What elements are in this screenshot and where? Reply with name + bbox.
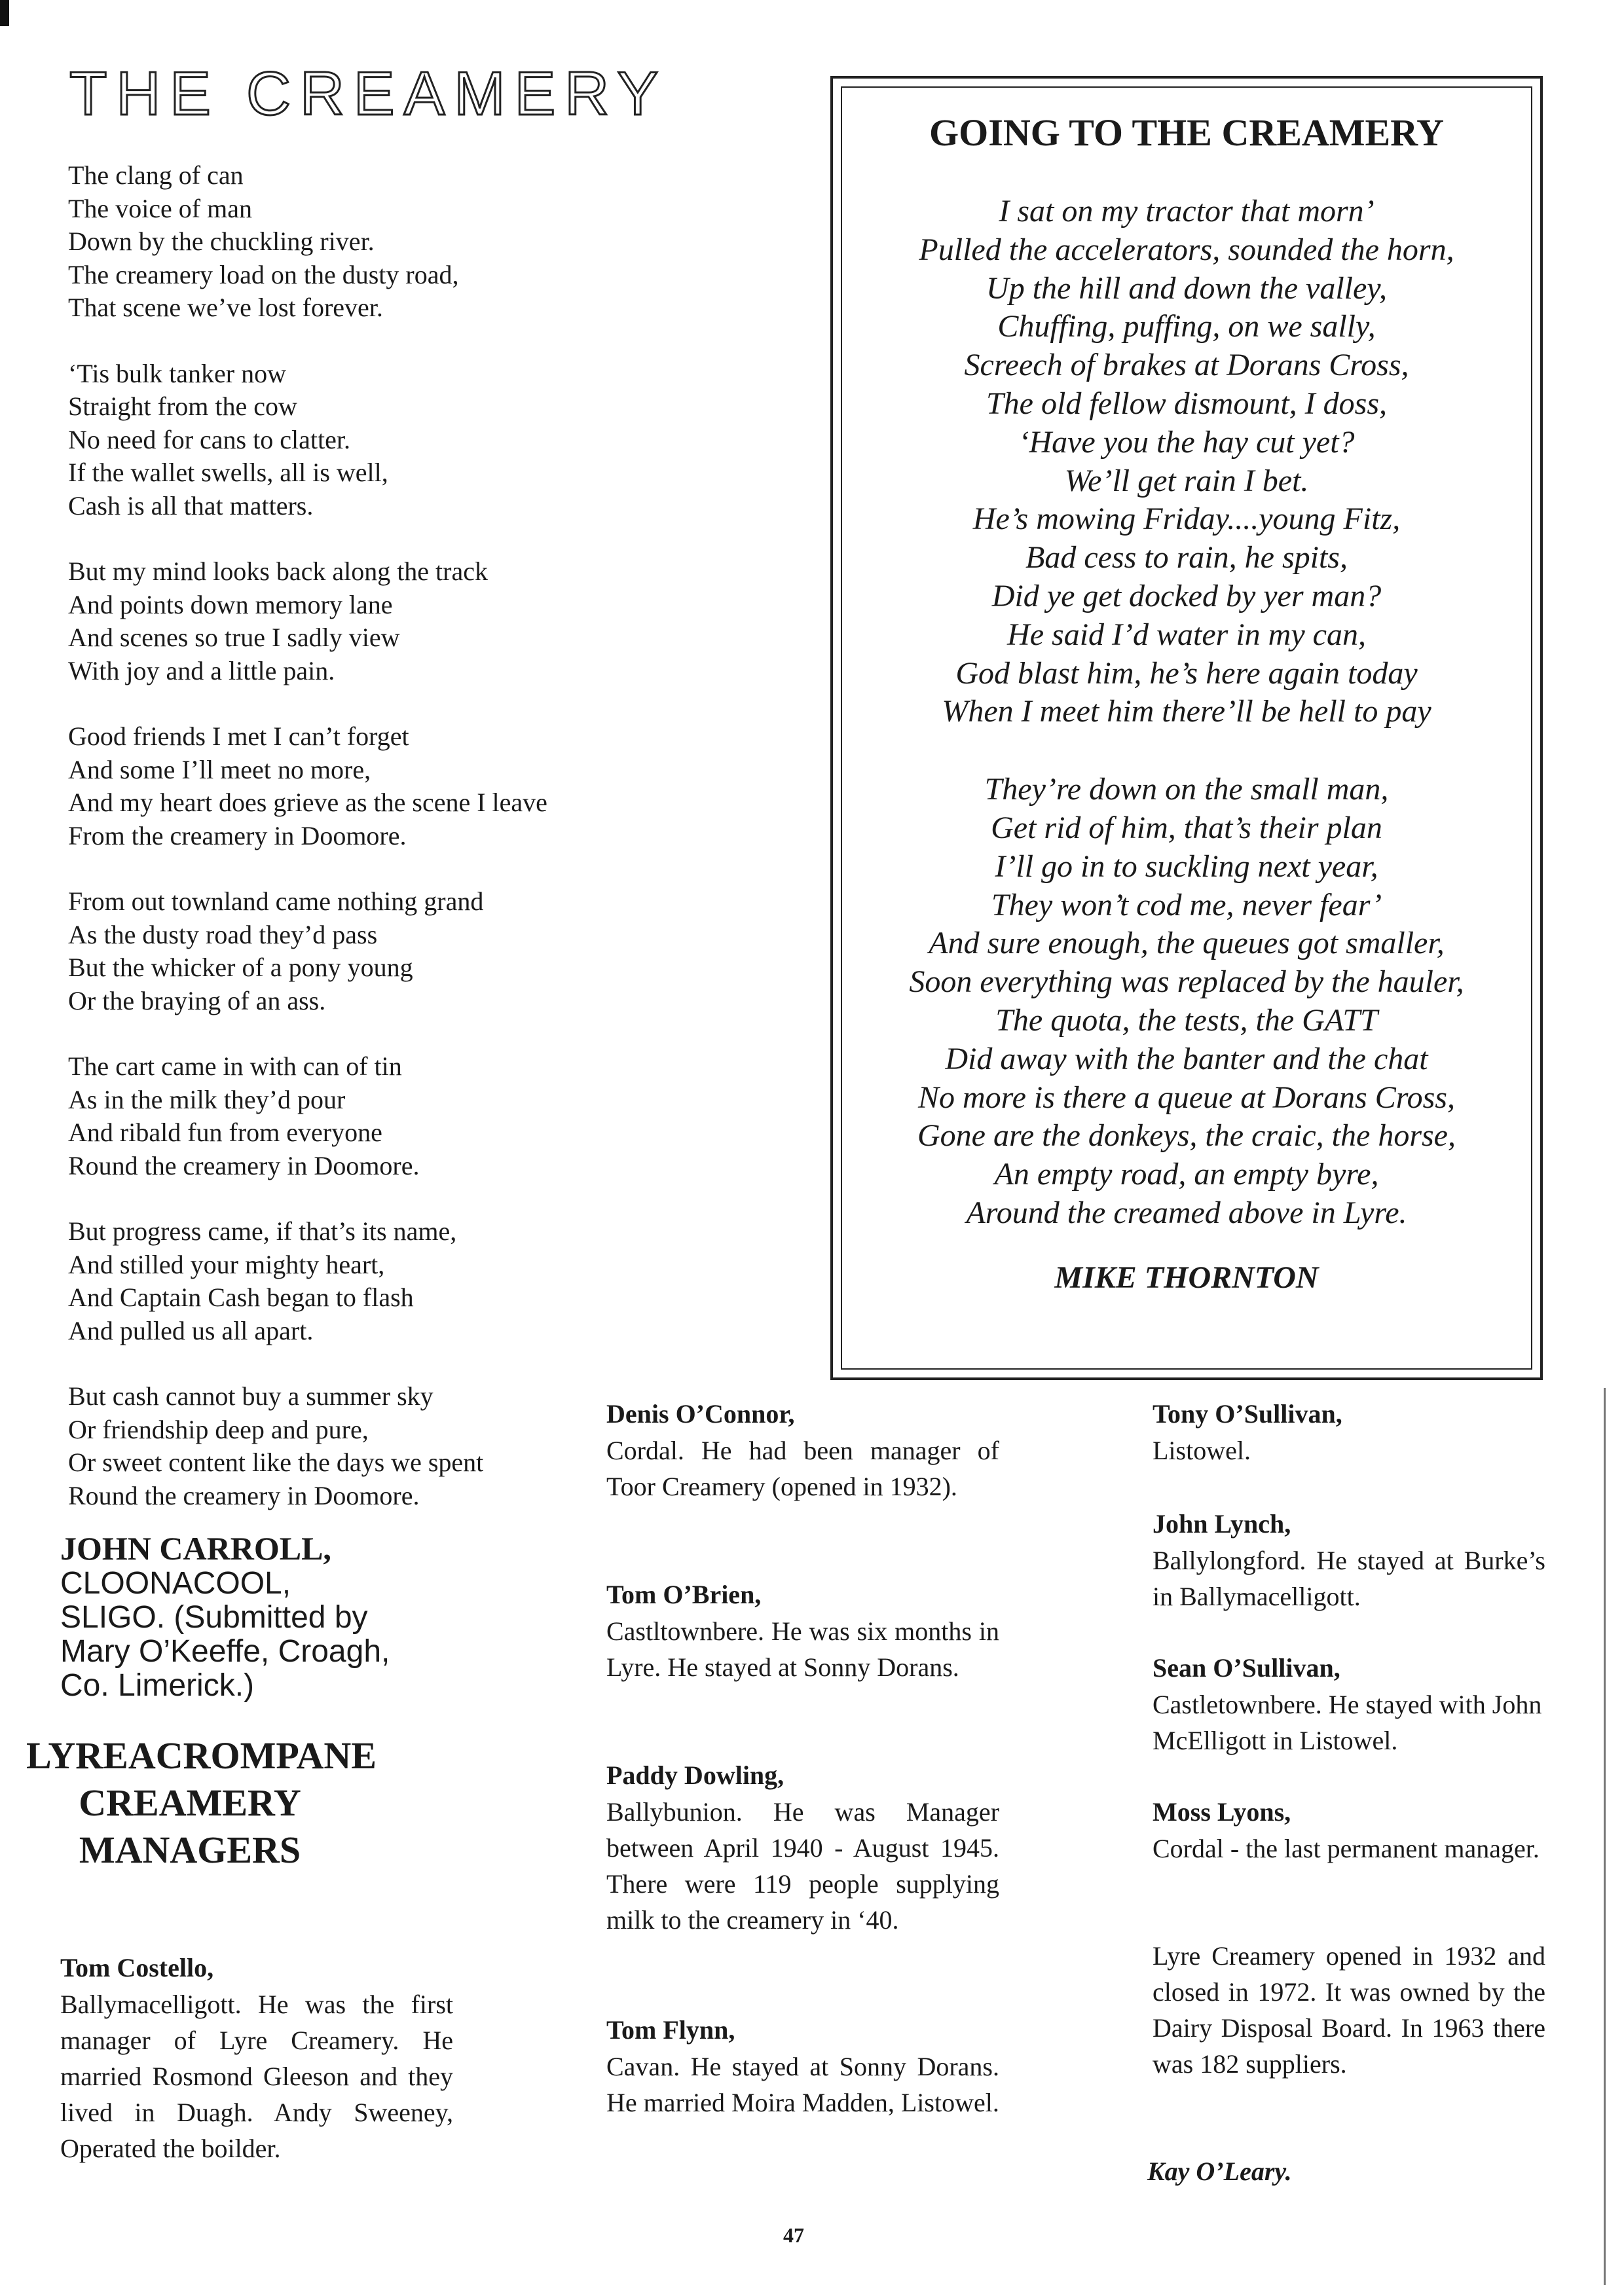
poem-line: Or friendship deep and pure, (68, 1414, 369, 1444)
poem-line: Round the creamery in Doomore. (68, 1150, 420, 1180)
boxed-poem-line: He’s mowing Friday....young Fitz, (972, 501, 1401, 537)
poem-line: As in the milk they’d pour (68, 1084, 346, 1114)
manager-details: Cordal - the last permanent manager. (1153, 1834, 1540, 1863)
poem-author-line: Co. Limerick.) (60, 1668, 255, 1703)
boxed-poem-line: Around the creamed above in Lyre. (966, 1195, 1407, 1230)
boxed-poem-line: And sure enough, the queues got smaller, (929, 926, 1445, 961)
poem-stanza (68, 555, 657, 687)
poem-line: Round the creamery in Doomore. (68, 1480, 420, 1510)
poem-stanza (68, 1215, 657, 1347)
stanza-gap (842, 731, 1531, 771)
closing-note-text: Lyre Creamery opened in 1932 and closed in 1972. It was owned by the Dairy Disposal Board. In 1963 there was 182 suppliers. (1153, 1941, 1545, 2079)
manager-details: Listowel. (1153, 1436, 1251, 1465)
poem-line: But cash cannot buy a summer sky (68, 1381, 434, 1411)
poem-author-line: SLIGO. (Submitted by (60, 1600, 368, 1635)
poem-line: And pulled us all apart. (68, 1315, 314, 1345)
poem-line: The voice of man (68, 193, 252, 223)
poem-body (68, 159, 657, 1545)
poem-line: And points down memory lane (68, 589, 393, 619)
poem-stanza (68, 357, 657, 523)
poem-author-name: JOHN CARROLL, (60, 1530, 331, 1567)
manager-name: Paddy Dowling, (606, 1760, 784, 1790)
poem-line: And my heart does grieve as the scene I leave (68, 788, 547, 817)
manager-name: Tom O’Brien, (606, 1580, 762, 1609)
boxed-poem-line: Chuffing, puffing, on we sally, (997, 309, 1376, 344)
credit-line: Kay O’Leary. (1147, 2157, 1292, 2186)
manager-entry (606, 1396, 999, 1504)
manager-entry (606, 2012, 999, 2121)
poem-stanza (68, 720, 657, 852)
boxed-poem-line: Soon everything was replaced by the hauler, (909, 964, 1464, 1000)
managers-heading (26, 1732, 377, 1874)
boxed-poem-line: Bad cess to rain, he spits, (1025, 540, 1348, 575)
poem-stanza (68, 1380, 657, 1512)
boxed-poem-line: The quota, the tests, the GATT (995, 1002, 1378, 1038)
poem-author-block (60, 1530, 427, 1703)
poem-line: But progress came, if that’s its name, (68, 1216, 457, 1246)
manager-details: Cavan. He stayed at Sonny Dorans. He married Moira Madden, Listowel. (606, 2052, 999, 2117)
boxed-poem-line: The old fellow dismount, I doss, (986, 386, 1388, 421)
poem-line: As the dusty road they’d pass (68, 919, 378, 949)
poem-line: The cart came in with can of tin (68, 1051, 402, 1081)
poem-line: ‘Tis bulk tanker now (68, 358, 286, 388)
poem-line: Good friends I met I can’t forget (68, 721, 409, 751)
poem-line: And Captain Cash began to flash (68, 1283, 414, 1312)
manager-details: Cordal. He had been manager of Toor Creamery (opened in 1932). (606, 1436, 999, 1501)
poem-line: But my mind looks back along the track (68, 556, 488, 586)
boxed-poem-line: They won’t cod me, never fear’ (991, 887, 1382, 922)
managers-heading-line: MANAGERS (79, 1829, 301, 1871)
manager-name: Tom Costello, (60, 1953, 214, 1982)
boxed-poem-line: I sat on my tractor that morn’ (999, 194, 1375, 228)
manager-entry (60, 1950, 453, 2166)
boxed-poem-line: God blast him, he’s here again today (955, 655, 1418, 691)
poem-author-line: CLOONACOOL, (60, 1566, 291, 1601)
poem-line: But the whicker of a pony young (68, 953, 413, 982)
manager-details: Castltownbere. He was six months in Lyre. He stayed at Sonny Dorans. (606, 1616, 999, 1682)
boxed-poem-line: I’ll go in to suckling next year, (995, 848, 1378, 884)
manager-entry (1153, 1794, 1545, 1867)
poem-line: And stilled your mighty heart, (68, 1249, 385, 1279)
manager-name: Sean O’Sullivan, (1153, 1653, 1340, 1683)
boxed-poem-author: MIKE THORNTON (1054, 1260, 1319, 1295)
poem-line: Down by the chuckling river. (68, 227, 375, 256)
poem-line: Or the braying of an ass. (68, 985, 326, 1015)
poem-line: No need for cans to clatter. (68, 424, 350, 454)
boxed-poem-line: Up the hill and down the valley, (986, 270, 1387, 306)
poem-line: And some I’ll meet no more, (68, 754, 371, 784)
poem-line: The clang of can (68, 160, 244, 190)
closing-note (1153, 1938, 1545, 2082)
boxed-poem-inner-frame (841, 86, 1532, 1370)
poem-title: THE CREAMERY (69, 59, 668, 128)
managers-heading-line: CREAMERY (79, 1781, 301, 1824)
boxed-poem-line: Pulled the accelerators, sounded the horn, (919, 232, 1454, 267)
boxed-poem-line: No more is there a queue at Dorans Cross, (918, 1080, 1455, 1115)
boxed-poem-line: We’ll get rain I bet. (1064, 463, 1309, 498)
manager-name: Denis O’Connor, (606, 1399, 795, 1429)
poem-line: Or sweet content like the days we spent (68, 1448, 484, 1477)
poem-author-line: Mary O’Keeffe, Croagh, (60, 1634, 390, 1669)
boxed-poem-frame (830, 76, 1543, 1380)
manager-details: Ballylongford. He stayed at Burke’s in Ballymacelligott. (1153, 1546, 1545, 1611)
manager-entry (1153, 1506, 1545, 1614)
boxed-poem-line: He said I’d water in my can, (1007, 617, 1366, 652)
poem-line: With joy and a little pain. (68, 655, 335, 685)
poem-stanza (68, 1050, 657, 1182)
poem-line: That scene we’ve lost forever. (68, 293, 383, 322)
poem-line: From the creamery in Doomore. (68, 820, 407, 850)
manager-details: Ballymacelligott. He was the first manager of Lyre Creamery. He married Rosmond Gleeson and they lived in Duagh. Andy Sweeney, Operated the boilder. (60, 1990, 453, 2163)
scan-corner-mark (0, 0, 9, 26)
scan-edge-line (1604, 1388, 1606, 2285)
manager-name: Tony O’Sullivan, (1153, 1399, 1342, 1429)
poem-line: Cash is all that matters. (68, 490, 314, 520)
manager-details: Castletownbere. He stayed with John McElligott in Listowel. (1153, 1690, 1542, 1755)
manager-details: Ballybunion. He was Manager between April 1940 - August 1945. There were 119 people supplying milk to the creamery in ‘40. (606, 1797, 999, 1935)
boxed-poem-line: Did away with the banter and the chat (945, 1041, 1428, 1076)
boxed-poem-line: ‘Have you the hay cut yet? (1018, 424, 1355, 460)
poem-stanza (68, 159, 657, 325)
manager-entry (606, 1757, 999, 1938)
poem-line: And scenes so true I sadly view (68, 623, 400, 652)
boxed-poem-line: When I meet him there’ll be hell to pay (942, 694, 1431, 729)
boxed-poem-body (842, 192, 1531, 1233)
poem-line: From out townland came nothing grand (68, 886, 484, 916)
page-number: 47 (783, 2223, 804, 2247)
poem-line: Straight from the cow (68, 392, 297, 421)
poem-line: The creamery load on the dusty road, (68, 259, 459, 289)
poem-line: If the wallet swells, all is well, (68, 458, 388, 487)
boxed-poem-line: Gone are the donkeys, the craic, the horse, (917, 1118, 1456, 1154)
poem-stanza (68, 885, 657, 1017)
poem-line: And ribald fun from everyone (68, 1118, 382, 1147)
boxed-poem-line: Get rid of him, that’s their plan (991, 810, 1382, 845)
boxed-poem-line: They’re down on the small man, (984, 772, 1389, 807)
manager-entry (1153, 1396, 1545, 1468)
managers-heading-line: LYREACROMPANE (26, 1734, 377, 1777)
boxed-poem-line: An empty road, an empty byre, (994, 1157, 1379, 1192)
manager-name: Tom Flynn, (606, 2015, 735, 2045)
manager-entry (1153, 1650, 1545, 1758)
boxed-poem-line: Did ye get docked by yer man? (991, 578, 1382, 613)
manager-entry (606, 1576, 999, 1685)
boxed-poem-title: GOING TO THE CREAMERY (929, 111, 1444, 154)
manager-name: Moss Lyons, (1153, 1797, 1291, 1827)
boxed-poem-line: Screech of brakes at Dorans Cross, (964, 348, 1409, 383)
manager-name: John Lynch, (1153, 1509, 1291, 1539)
